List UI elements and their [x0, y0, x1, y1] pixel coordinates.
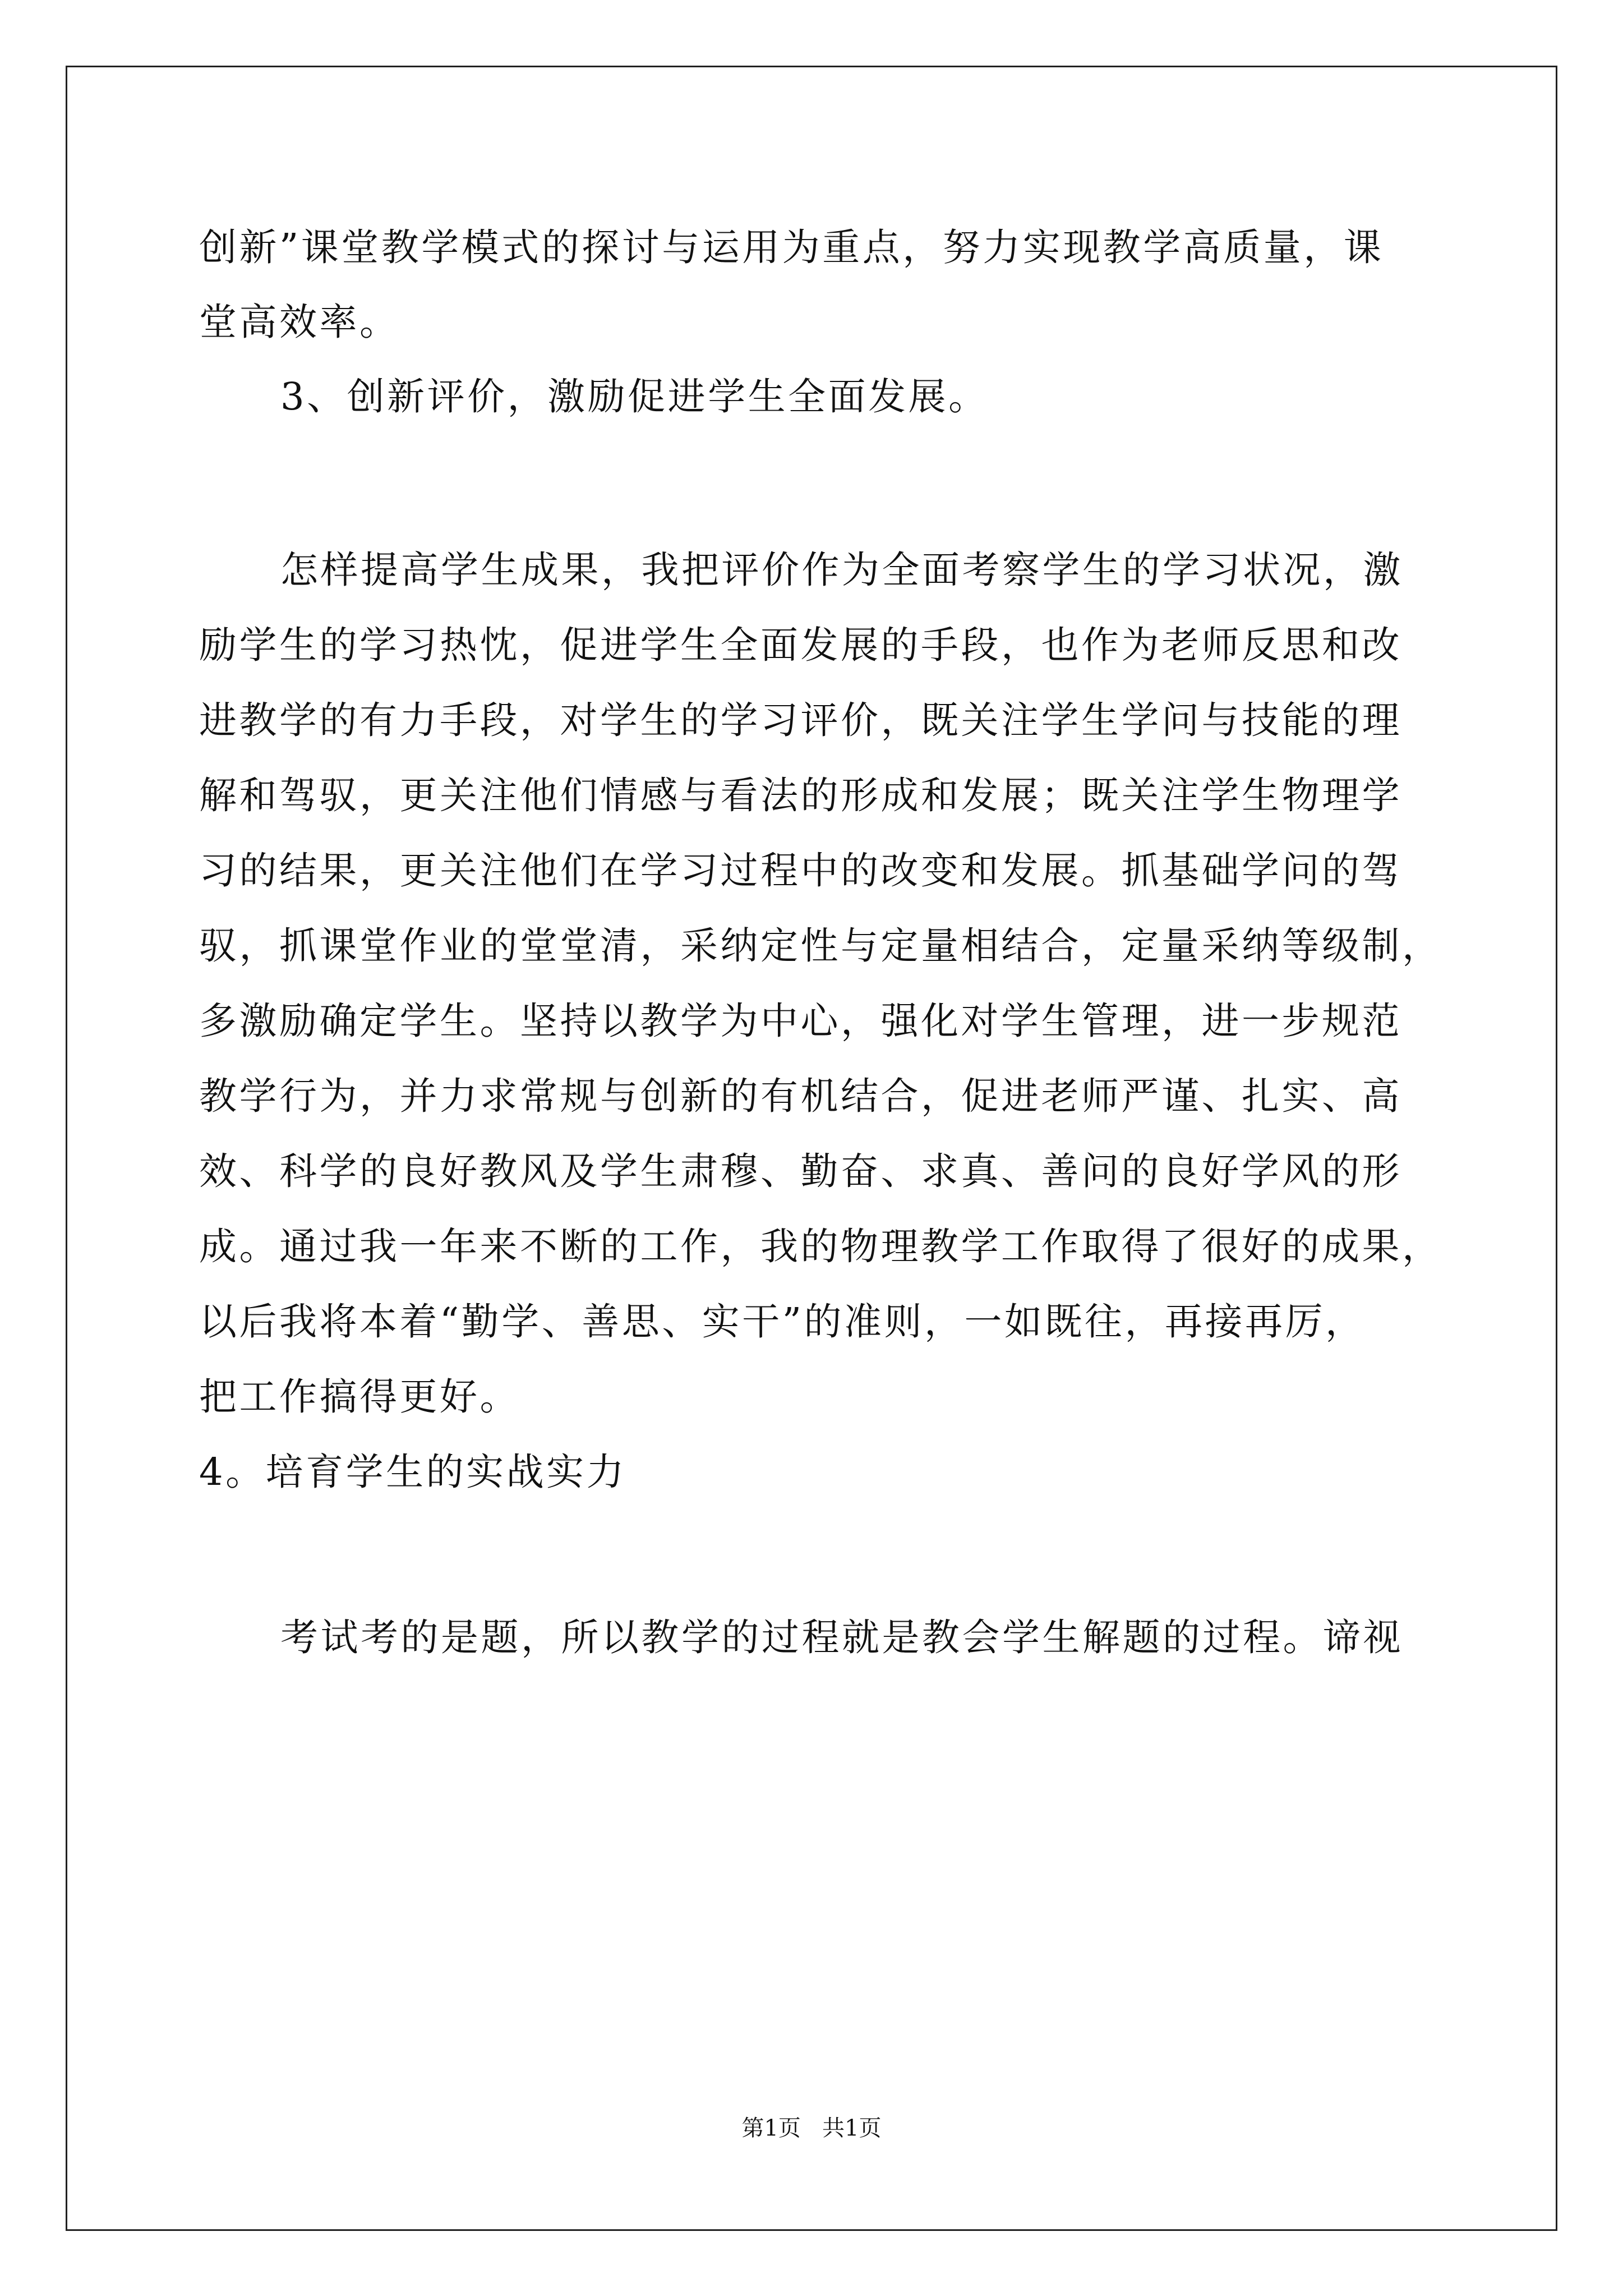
section-heading: 3、创新评价，激励促进学生全面发展。: [280, 375, 989, 418]
section-heading: 考试考的是题，所以教学的过程就是教会学生解题的过程。谛视: [280, 1616, 1403, 1659]
text-line: 进教学的有力手段，对学生的学习评价，既关注学生学问与技能的理: [199, 698, 1402, 742]
text-line: 励学生的学习热忱，促进学生全面发展的手段，也作为老师反思和改: [199, 623, 1402, 667]
text-line: 以后我将本着“勤学、善思、实干”的准则，一如既往，再接再厉，: [199, 1300, 1366, 1343]
text-line: 驭，抓课堂作业的堂堂清，采纳定性与定量相结合，定量采纳等级制，: [199, 924, 1442, 968]
text-line: 教学行为，并力求常规与创新的有机结合，促进老师严谨、扎实、高: [199, 1074, 1402, 1118]
text-line: 4。培育学生的实战实力: [199, 1450, 627, 1494]
text-line: 效、科学的良好教风及学生肃穆、勤奋、求真、善问的良好学风的形: [199, 1149, 1402, 1193]
text-line: 多激励确定学生。坚持以教学为中心，强化对学生管理，进一步规范: [199, 999, 1402, 1043]
page-number-footer: 第1页 共1页: [741, 2115, 882, 2141]
text-line: 习的结果，更关注他们在学习过程中的改变和发展。抓基础学问的驾: [199, 849, 1402, 892]
text-line: 成。通过我一年来不断的工作，我的物理教学工作取得了很好的成果，: [199, 1225, 1442, 1268]
text-line: 怎样提高学生成果，我把评价作为全面考察学生的学习状况，激: [280, 548, 1403, 592]
text-line: 创新”课堂教学模式的探讨与运用为重点，努力实现教学高质量，课: [199, 226, 1384, 269]
text-line: 解和驾驭，更关注他们情感与看法的形成和发展；既关注学生物理学: [199, 774, 1402, 817]
text-line: 堂高效率。: [199, 300, 400, 344]
text-line: 把工作搞得更好。: [199, 1375, 520, 1419]
